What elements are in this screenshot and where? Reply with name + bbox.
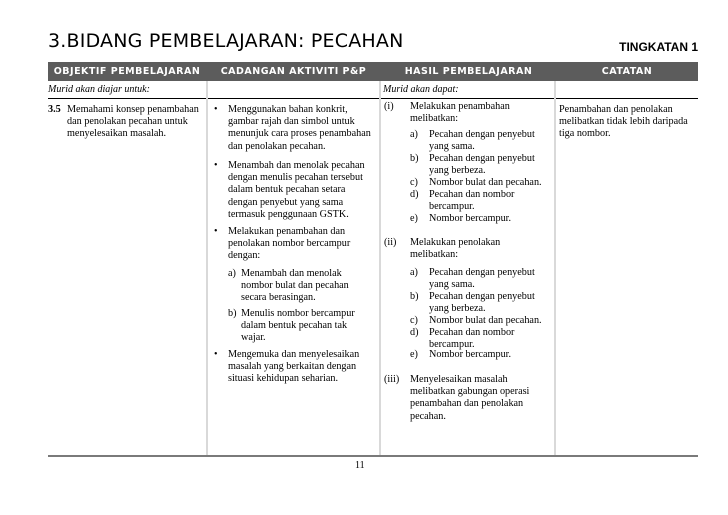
- sub-label: a): [410, 267, 418, 278]
- content-table: [48, 81, 698, 457]
- outcomes-intro: Murid akan dapat:: [383, 84, 459, 95]
- activity-4-text: Mengemuka dan menyelesaikan masalah yang berkaitan dengan situasi kehidupan seharian.: [228, 349, 360, 385]
- table-header: [48, 62, 698, 81]
- outcome-i-e: [410, 213, 552, 225]
- sub-label: a): [228, 268, 236, 279]
- objective-column: [48, 81, 202, 455]
- objective-intro: Murid akan diajar untuk:: [48, 84, 150, 95]
- outcome-i-c-text: Nombor bulat dan pecahan.: [429, 177, 542, 188]
- outcome-ii-b: [410, 291, 552, 315]
- outcome-i-b-text: Pecahan dengan penyebut yang berbeza.: [429, 153, 535, 177]
- activity-3a-text: Menambah dan menolak nombor bulat dan pecahan secara berasingan.: [241, 268, 349, 304]
- form-level: TINGKATAN 1: [619, 40, 698, 54]
- activity-4: [214, 349, 376, 386]
- header-activities: CADANGAN AKTIVITI P&P: [220, 66, 367, 77]
- sub-label: e): [410, 213, 418, 224]
- header-notes: CATATAN: [601, 66, 653, 77]
- outcome-i-d: [410, 189, 552, 213]
- outcome-ii-a: [410, 267, 552, 291]
- outcome-ii-e: [410, 349, 552, 361]
- activity-1-text: Menggunakan bahan konkrit, gambar rajah dan simbol untuk menunjuk cara proses penambahan dan penolakan pecahan.: [228, 104, 371, 152]
- outcome-ii-text: Melakukan penolakan melibatkan:: [410, 237, 501, 261]
- outcome-i-a-text: Pecahan dengan penyebut yang sama.: [429, 129, 535, 153]
- sub-label: b): [410, 291, 419, 302]
- outcome-ii-e-text: Nombor bercampur.: [429, 349, 512, 360]
- notes-text: Penambahan dan penolakan melibatkan tidak lebih daripada tiga nombor.: [559, 104, 688, 140]
- outcome-iii-label: (iii): [384, 374, 400, 385]
- page-number: 11: [355, 460, 365, 471]
- sub-label: d): [410, 189, 419, 200]
- column-separator: [379, 81, 381, 455]
- outcome-ii-d-text: Pecahan dan nombor bercampur.: [429, 327, 515, 351]
- outcome-i-d-text: Pecahan dan nombor bercampur.: [429, 189, 515, 213]
- outcome-ii-b-text: Pecahan dengan penyebut yang berbeza.: [429, 291, 535, 315]
- objective-number: 3.5: [48, 104, 61, 115]
- column-separator: [554, 81, 556, 455]
- outcome-i-text: Melakukan penambahan melibatkan:: [410, 101, 510, 125]
- outcome-i-b: [410, 153, 552, 177]
- notes-column: [559, 81, 697, 455]
- bullet-icon: •: [214, 160, 218, 171]
- outcome-ii-d: [410, 327, 552, 351]
- page-title: 3.BIDANG PEMBELAJARAN: PECAHAN: [48, 30, 404, 52]
- column-separator: [206, 81, 208, 455]
- activity-3a: [228, 268, 374, 305]
- sub-label: c): [410, 177, 418, 188]
- outcome-ii-c-text: Nombor bulat dan pecahan.: [429, 315, 542, 326]
- outcomes-column: [384, 81, 552, 455]
- activity-2-text: Menambah dan menolak pecahan dengan menulis pecahan tersebut dalam bentuk pecahan setara dengan penyebut yang sama termasuk penggunaan GSTK.: [228, 160, 365, 220]
- activity-3b: [228, 308, 374, 345]
- outcome-i-label: (i): [384, 101, 394, 112]
- activity-3b-text: Menulis nombor bercampur dalam bentuk pecahan tak wajar.: [241, 308, 355, 344]
- objective-text: Memahami konsep penambahan dan penolakan pecahan untuk menyelesaikan masalah.: [67, 104, 199, 140]
- sub-label: b): [410, 153, 419, 164]
- activity-1: [214, 104, 376, 153]
- bullet-icon: •: [214, 104, 218, 115]
- bullet-icon: •: [214, 349, 218, 360]
- outcome-i-c: [410, 177, 552, 189]
- header-outcomes: HASIL PEMBELAJARAN: [404, 66, 533, 77]
- sub-label: a): [410, 129, 418, 140]
- bullet-icon: •: [214, 226, 218, 237]
- outcome-ii-a-text: Pecahan dengan penyebut yang sama.: [429, 267, 535, 291]
- outcome-iii-text: Menyelesaikan masalah melibatkan gabungan operasi penambahan dan penolakan pecahan.: [410, 374, 530, 422]
- header-objective: OBJEKTIF PEMBELAJARAN: [53, 66, 201, 77]
- activity-3: [214, 226, 376, 263]
- outcome-i-e-text: Nombor bercampur.: [429, 213, 512, 224]
- outcome-ii-label: (ii): [384, 237, 397, 248]
- sub-label: b): [228, 308, 237, 319]
- sub-label: c): [410, 315, 418, 326]
- outcome-ii-c: [410, 315, 552, 327]
- activity-3-text: Melakukan penambahan dan penolakan nombor bercampur dengan:: [228, 226, 351, 262]
- sub-label: e): [410, 349, 418, 360]
- outcome-i-a: [410, 129, 552, 153]
- activity-2: [214, 160, 376, 221]
- sub-label: d): [410, 327, 419, 338]
- activities-column: [214, 81, 376, 455]
